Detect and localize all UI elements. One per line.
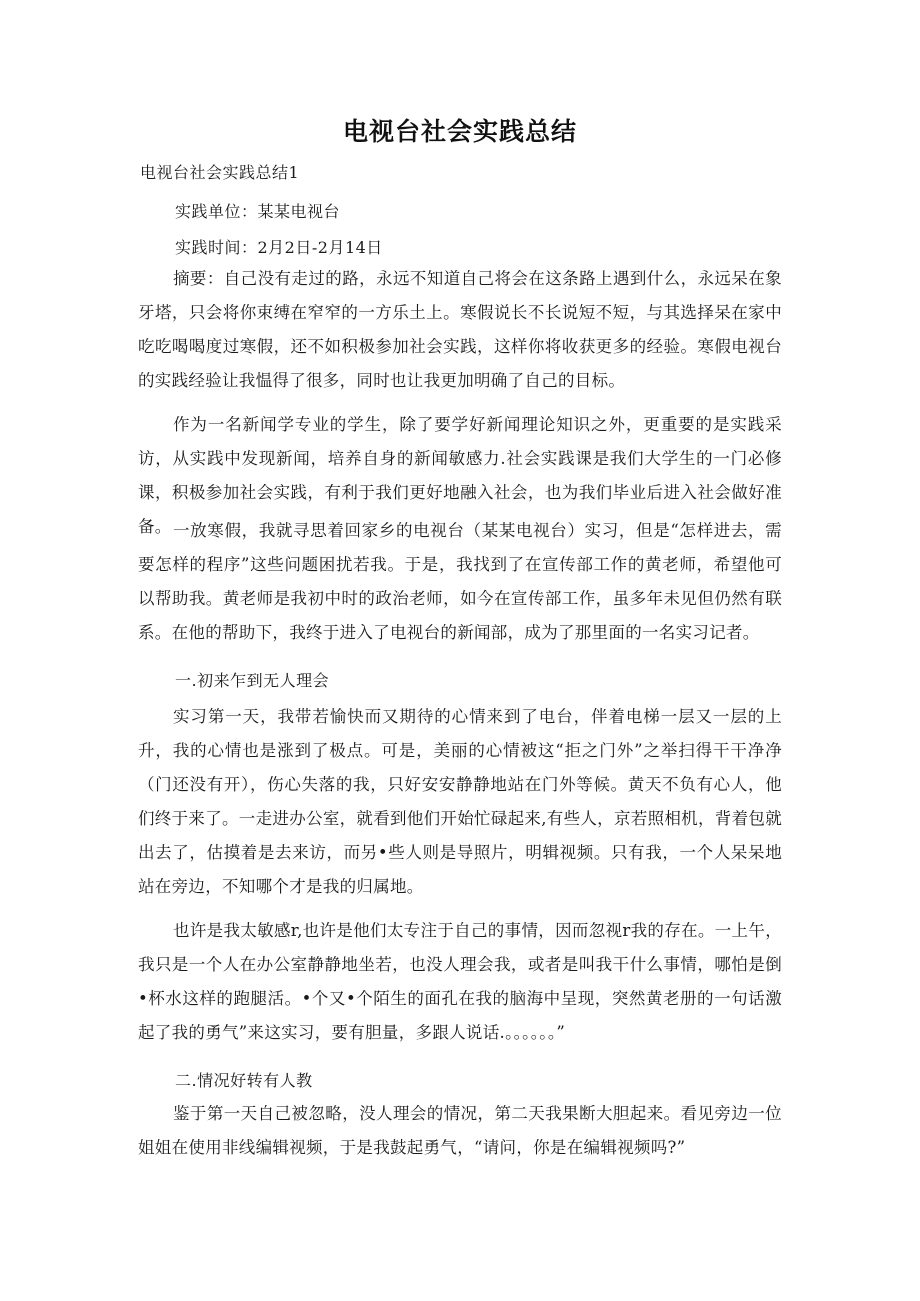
section-subtitle: 电视台社会实践总结1 bbox=[140, 163, 300, 182]
section-heading: 一.初来乍到无人理会 bbox=[175, 671, 330, 690]
practice-unit-line: 实践单位：某某电视台 bbox=[175, 202, 341, 221]
abstract-paragraph: 摘要：自己没有走过的路，永远不知道自己将会在这条路上遇到什么，永远呆在象牙塔，只会将你束缚在窄窄的一方乐土上。寒假说长不长说短不短，与其选择呆在家中吃吃喝喝度过寒假，还不如积极参加社会实践，这样你将收获更多的经验。寒假电视台的实践经验让我愠得了很多，同时也让我更加明确了自己的目标。 bbox=[138, 269, 782, 390]
body-paragraph: 作为一名新闻学专业的学生，除了要学好新闻理论知识之外，更重要的是实践采访，从实践中发现新闻，培养自身的新闻敏感力.社会实践课是我们大学生的一门必修课，积极参加社会实践，有利于我们更好地融入社会，也为我们毕业后进入社会做好准备。 bbox=[138, 415, 782, 536]
practice-time-line: 实践时间：2月2日-2月14日 bbox=[175, 238, 383, 257]
body-paragraph: 一放寒假，我就寻思着回家乡的电视台（某某电视台）实习，但是“怎样进去，需要怎样的程序”这些问题困扰若我。于是，我找到了在宣传部工作的黄老师，希望他可以帮助我。黄老师是我初中时的政治老师，如今在宣传部工作，虽多年未见但仍然有联系。在他的帮助下，我终于进入了电视台的新闻部，成为了那里面的一名实习记者。 bbox=[138, 521, 782, 642]
section-heading: 二.情况好转有人教 bbox=[175, 1071, 313, 1090]
document-title: 电视台社会实践总结 bbox=[342, 117, 577, 146]
body-paragraph: 鉴于第一天自己被忽略，没人理会的情况，第二天我果断大胆起来。看见旁边一位姐姐在使用非线编辑视频，于是我鼓起勇气，“请问，你是在编辑视频吗?” bbox=[138, 1104, 782, 1157]
body-paragraph: 也许是我太敏感r,也许是他们太专注于自己的事情，因而忽视r我的存在。一上午，我只是一个人在办公室静静地坐若，也没人理会我，或者是叫我干什么事情，哪怕是倒•杯水这样的跑腿活。•个又•个陌生的面孔在我的脑海中呈现，突然黄老册的一句话激起了我的勇气”来这实习，要有胆量，多跟人说话.。。。。。。” bbox=[138, 921, 782, 1042]
body-paragraph: 实习第一天，我带若愉快而又期待的心情来到了电台，伴着电梯一层又一层的上升，我的心情也是涨到了极点。可是，美丽的心情被这“拒之门外”之举扫得干干净净（门还没有开），伤心失落的我，只好安安静静地站在门外等候。黄天不负有心人，他们终于来了。一走进办公室，就看到他们开始忙碌起来,有些人，京若照相机，背着包就出去了，估摸着是去来访，而另•些人则是导照片，明辑视频。只有我，一个人呆呆地站在旁边，不知哪个才是我的归属地。 bbox=[138, 707, 782, 896]
